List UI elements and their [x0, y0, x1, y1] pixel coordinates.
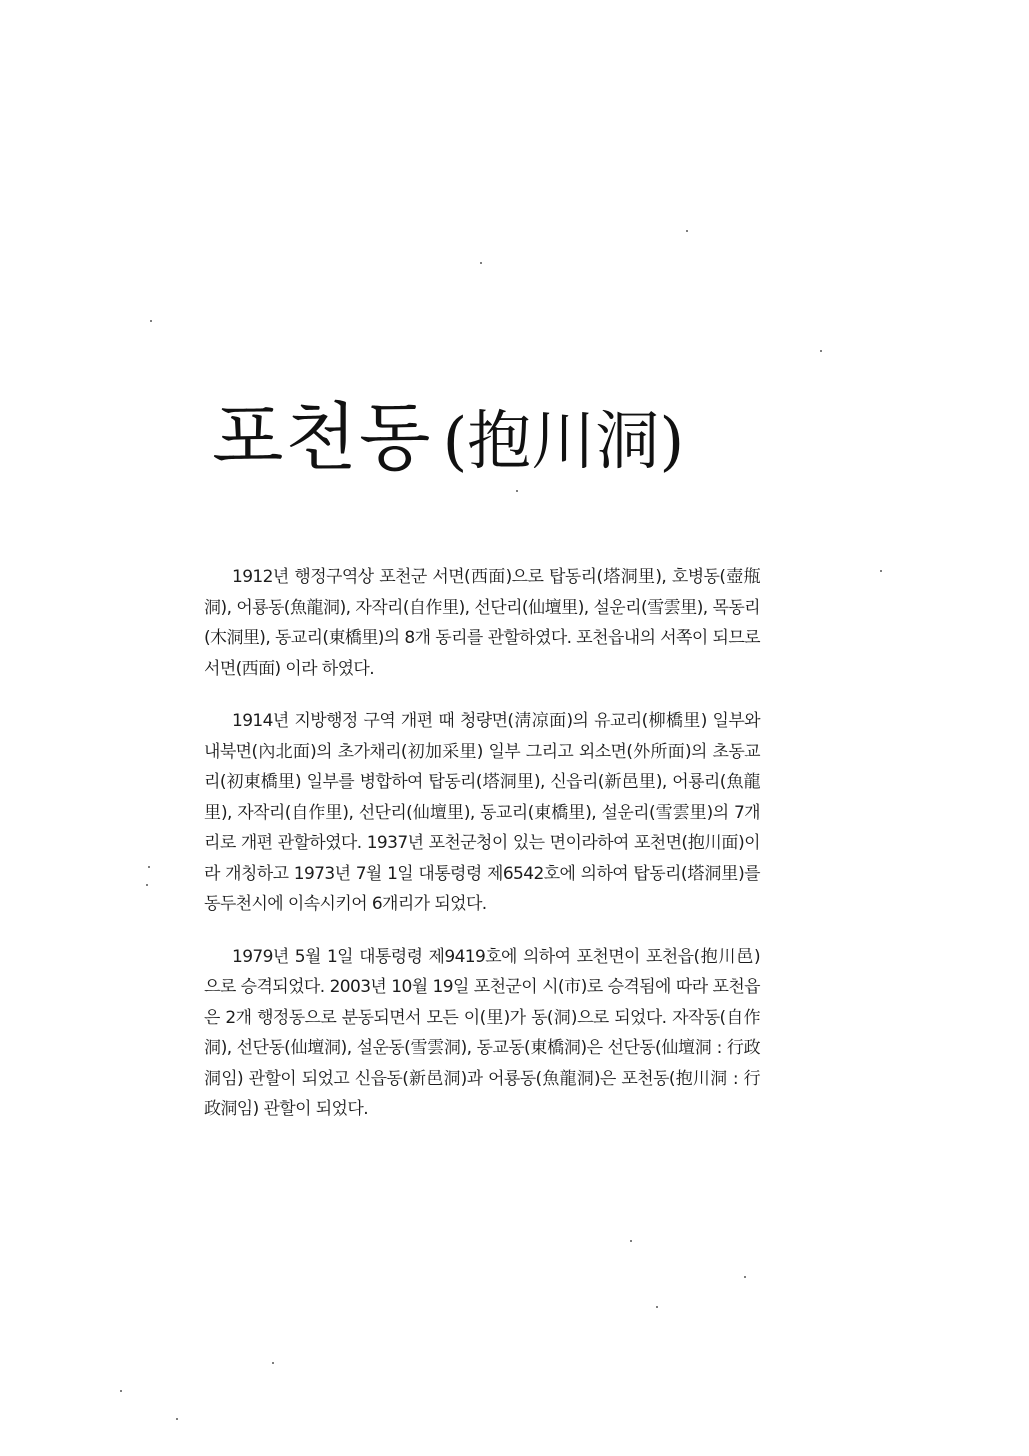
scan-speck — [686, 230, 688, 232]
scan-speck — [146, 884, 148, 886]
title-hanja: (抱川洞) — [442, 405, 685, 479]
scan-speck — [148, 866, 150, 868]
scan-speck — [516, 490, 518, 492]
scan-speck — [150, 320, 152, 322]
scan-speck — [176, 1418, 178, 1420]
title-hangul: 포천동 — [212, 395, 433, 481]
paragraph-1914: 1914년 지방행정 구역 개편 때 청량면(淸凉面)의 유교리(柳橋里) 일부와 내북면(內北面)의 초가채리(初加采里) 일부 그리고 외소면(外所面)의 초동교리(初東橋里) 일부를 병합하여 탑동리(塔洞里), 신읍리(新邑里), 어룡리(魚龍里), 자작리(自作里), 선단리(仙壇里), 동교리(東橋里), 설운리(雪雲里)의 7개리로 개편 관할하였다. 1937년 포천군청이 있는 면이라하여 포천면(抱川面)이라 개칭하고 1973년 7월 1일 대통령령 제6542호에 의하여 탑동리(塔洞里)를 동두천시에 이속시키어 6개리가 되었다. — [204, 711, 760, 914]
scan-speck — [880, 570, 882, 572]
scan-speck — [120, 1390, 122, 1392]
scan-speck — [272, 1362, 274, 1364]
scan-speck — [820, 350, 822, 352]
scan-speck — [480, 262, 482, 264]
paragraph-1912: 1912년 행정구역상 포천군 서면(西面)으로 탑동리(塔洞里), 호병동(壺甁洞), 어룡동(魚龍洞), 자작리(自作里), 선단리(仙壇里), 설운리(雪雲里), 목동리(木洞里), 동교리(東橋里)의 8개 동리를 관할하였다. 포천읍내의 서쪽이 되므로 서면(西面) 이라 하였다. — [204, 567, 760, 679]
scan-speck — [656, 1306, 658, 1308]
page-title — [212, 388, 772, 492]
scan-speck — [630, 1240, 632, 1242]
scan-speck — [744, 1276, 746, 1278]
paragraph-1979: 1979년 5월 1일 대통령령 제9419호에 의하여 포천면이 포천읍(抱川邑)으로 승격되었다. 2003년 10월 19일 포천군이 시(市)로 승격됨에 따라 포천읍은 2개 행정동으로 분동되면서 모든 이(里)가 동(洞)으로 되었다. 자작동(自作洞), 선단동(仙壇洞), 설운동(雪雲洞), 동교동(東橋洞)은 선단동(仙壇洞 : 行政洞임) 관할이 되었고 신읍동(新邑洞)과 어룡동(魚龍洞)은 포천동(抱川洞 : 行政洞임) 관할이 되었다. — [204, 946, 760, 1119]
body-text — [204, 562, 760, 1147]
